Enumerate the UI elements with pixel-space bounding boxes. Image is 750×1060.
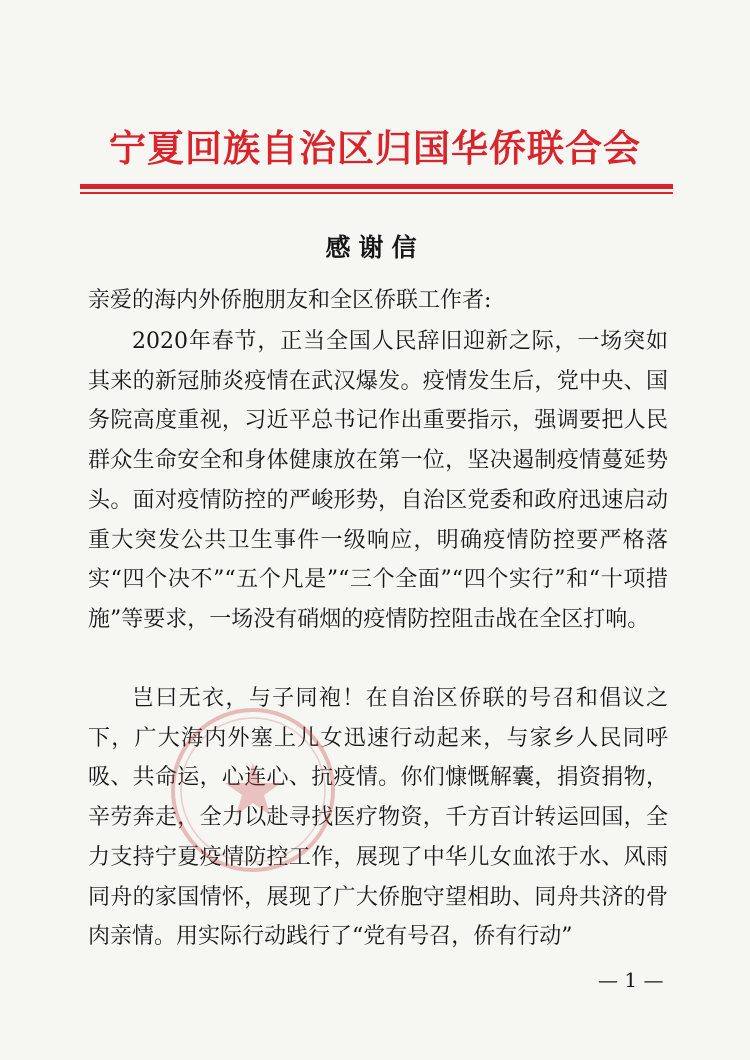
letter-title: 感谢信 (325, 233, 425, 262)
organization-header: 宁夏回族自治区归国华侨联合会 (109, 126, 641, 170)
page-number: — 1 — (598, 968, 664, 992)
paragraph-2: 岂曰无衣，与子同袍！在自治区侨联的号召和倡议之下，广大海内外塞上儿女迅速行动起来，与家乡人民同呼吸、共命运，心连心、抗疫情。你们慷慨解囊，捐资捐物，辛劳奔走，全力以赴寻找医疗物资，千方百计转运回国，全力支持宁夏疫情防控工作，展现了中华儿女血浓于水、风雨同舟的家国情怀，展现了广大侨胞守望相助、同舟共济的骨肉亲情。用实际行动践行了“党有号召，侨有行动” (88, 686, 668, 950)
salutation: 亲爱的海内外侨胞朋友和全区侨联工作者: (88, 288, 492, 313)
header-red-rule-thick (80, 184, 673, 189)
paragraph-1: 2020年春节，正当全国人民辞旧迎新之际，一场突如其来的新冠肺炎疫情在武汉爆发。疫情发生后，党中央、国务院高度重视，习近平总书记作出重要指示，强调要把人民群众生命安全和身体健康放在第一位，坚决遏制疫情蔓延势头。面对疫情防控的严峻形势，自治区党委和政府迅速启动重大突发公共卫生事件一级响应，明确疫情防控要严格落实“四个决不”“五个凡是”“三个全面”“四个实行”和“十项措施”等要求，一场没有硝烟的疫情防控阻击战在全区打响。 (88, 329, 668, 632)
official-seal-icon (168, 705, 338, 875)
header-red-rule-thin (80, 192, 673, 194)
